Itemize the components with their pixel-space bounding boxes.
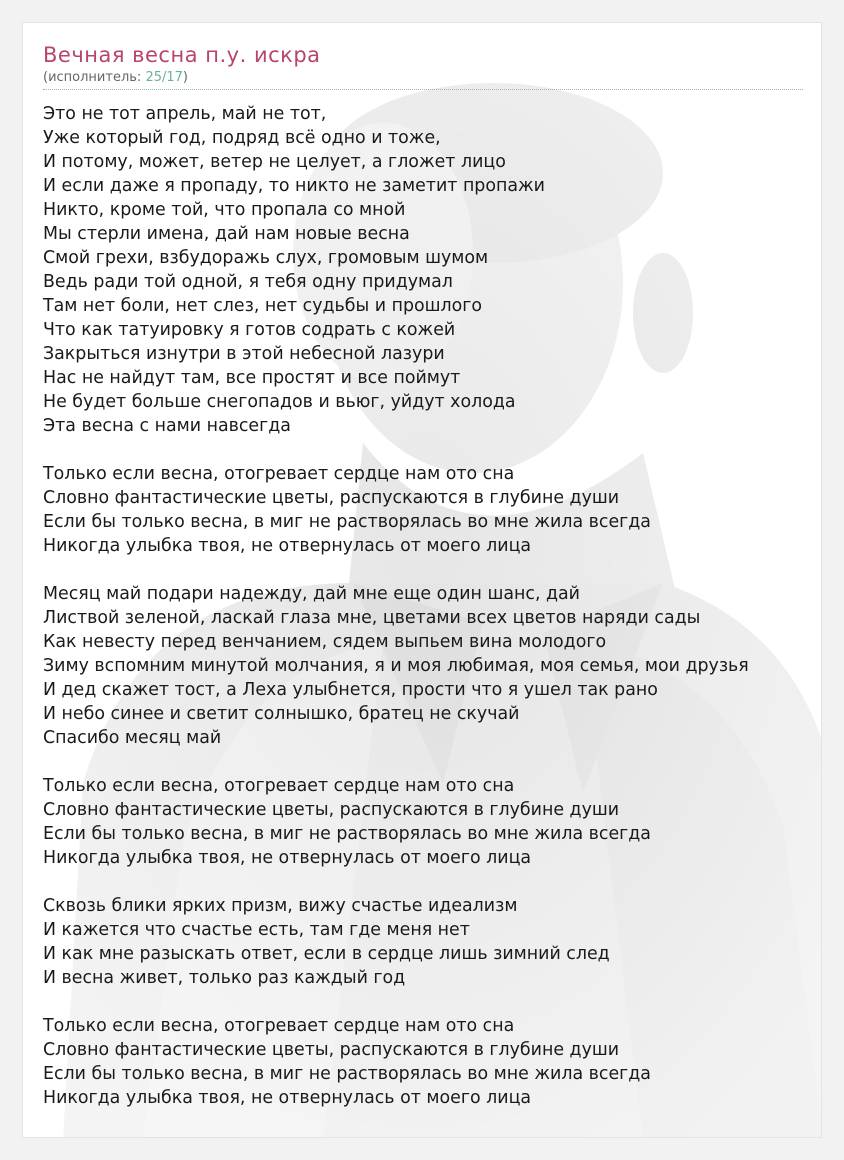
lyrics-line: Если бы только весна, в миг не растворялась во мне жила всегда [43, 512, 651, 532]
lyrics-stanza [43, 582, 801, 750]
lyrics-line: Это не тот апрель, май не тот, [43, 104, 327, 124]
lyrics-line: Словно фантастические цветы, распускаются в глубине души [43, 488, 620, 508]
lyrics-body [43, 102, 801, 1110]
lyrics-line: Только если весна, отогревает сердце нам ото сна [43, 1016, 515, 1036]
lyrics-line: Только если весна, отогревает сердце нам ото сна [43, 464, 515, 484]
lyrics-line: И небо синее и светит солнышко, братец не скучай [43, 704, 520, 724]
lyrics-line: Спасибо месяц май [43, 728, 222, 748]
lyrics-line: Не будет больше снегопадов и вьюг, уйдут холода [43, 392, 516, 412]
lyrics-line: Нас не найдут там, все простят и все поймут [43, 368, 461, 388]
lyrics-line: И если даже я пропаду, то никто не заметит пропажи [43, 176, 545, 196]
lyrics-line: Никогда улыбка твоя, не отвернулась от моего лица [43, 848, 532, 868]
lyrics-stanza [43, 1014, 801, 1110]
lyrics-line: Зиму вспомним минутой молчания, я и моя любимая, моя семья, мои друзья [43, 656, 749, 676]
lyrics-stanza [43, 102, 801, 438]
lyrics-line: Сквозь блики ярких призм, вижу счастье идеализм [43, 896, 518, 916]
lyrics-line: Словно фантастические цветы, распускаются в глубине души [43, 800, 620, 820]
lyrics-line: И потому, может, ветер не целует, а гложет лицо [43, 152, 506, 172]
lyrics-line: Словно фантастические цветы, распускаются в глубине души [43, 1040, 620, 1060]
lyrics-line: Никто, кроме той, что пропала со мной [43, 200, 406, 220]
lyrics-line: Если бы только весна, в миг не растворялась во мне жила всегда [43, 824, 651, 844]
lyrics-line: Только если весна, отогревает сердце нам ото сна [43, 776, 515, 796]
lyrics-line: Никогда улыбка твоя, не отвернулась от моего лица [43, 536, 532, 556]
lyrics-line: Уже который год, подряд всё одно и тоже, [43, 128, 441, 148]
lyrics-line: Что как татуировку я готов содрать с кожей [43, 320, 456, 340]
lyrics-line: И кажется что счастье есть, там где меня нет [43, 920, 470, 940]
lyrics-line: Там нет боли, нет слез, нет судьбы и прошлого [43, 296, 483, 316]
song-title: Вечная весна п.у. искра [43, 43, 321, 67]
lyrics-stanza [43, 774, 801, 870]
lyrics-line: Листвой зеленой, ласкай глаза мне, цветами всех цветов наряди сады [43, 608, 701, 628]
lyrics-card [22, 22, 822, 1138]
lyrics-line: И дед скажет тост, а Леха улыбнется, прости что я ушел так рано [43, 680, 658, 700]
lyrics-line: Мы стерли имена, дай нам новые весна [43, 224, 410, 244]
artist-suffix: ) [182, 70, 188, 85]
lyrics-line: Смой грехи, взбудоражь слух, громовым шумом [43, 248, 489, 268]
lyrics-line: Как невесту перед венчанием, сядем выпьем вина молодого [43, 632, 607, 652]
lyrics-line: И весна живет, только раз каждый год [43, 968, 406, 988]
artist-prefix: (исполнитель: [43, 70, 146, 85]
lyrics-line: И как мне разыскать ответ, если в сердце лишь зимний след [43, 944, 610, 964]
lyrics-stanza [43, 462, 801, 558]
lyrics-line: Никогда улыбка твоя, не отвернулась от моего лица [43, 1088, 532, 1108]
lyrics-line: Закрыться изнутри в этой небесной лазури [43, 344, 445, 364]
lyrics-line: Ведь ради той одной, я тебя одну придумал [43, 272, 453, 292]
lyrics-line: Если бы только весна, в миг не растворялась во мне жила всегда [43, 1064, 651, 1084]
artist-line [43, 69, 803, 90]
artist-link[interactable]: 25/17 [145, 70, 183, 85]
lyrics-line: Месяц май подари надежду, дай мне еще один шанс, дай [43, 584, 580, 604]
lyrics-line: Эта весна с нами навсегда [43, 416, 291, 436]
lyrics-stanza [43, 894, 801, 990]
